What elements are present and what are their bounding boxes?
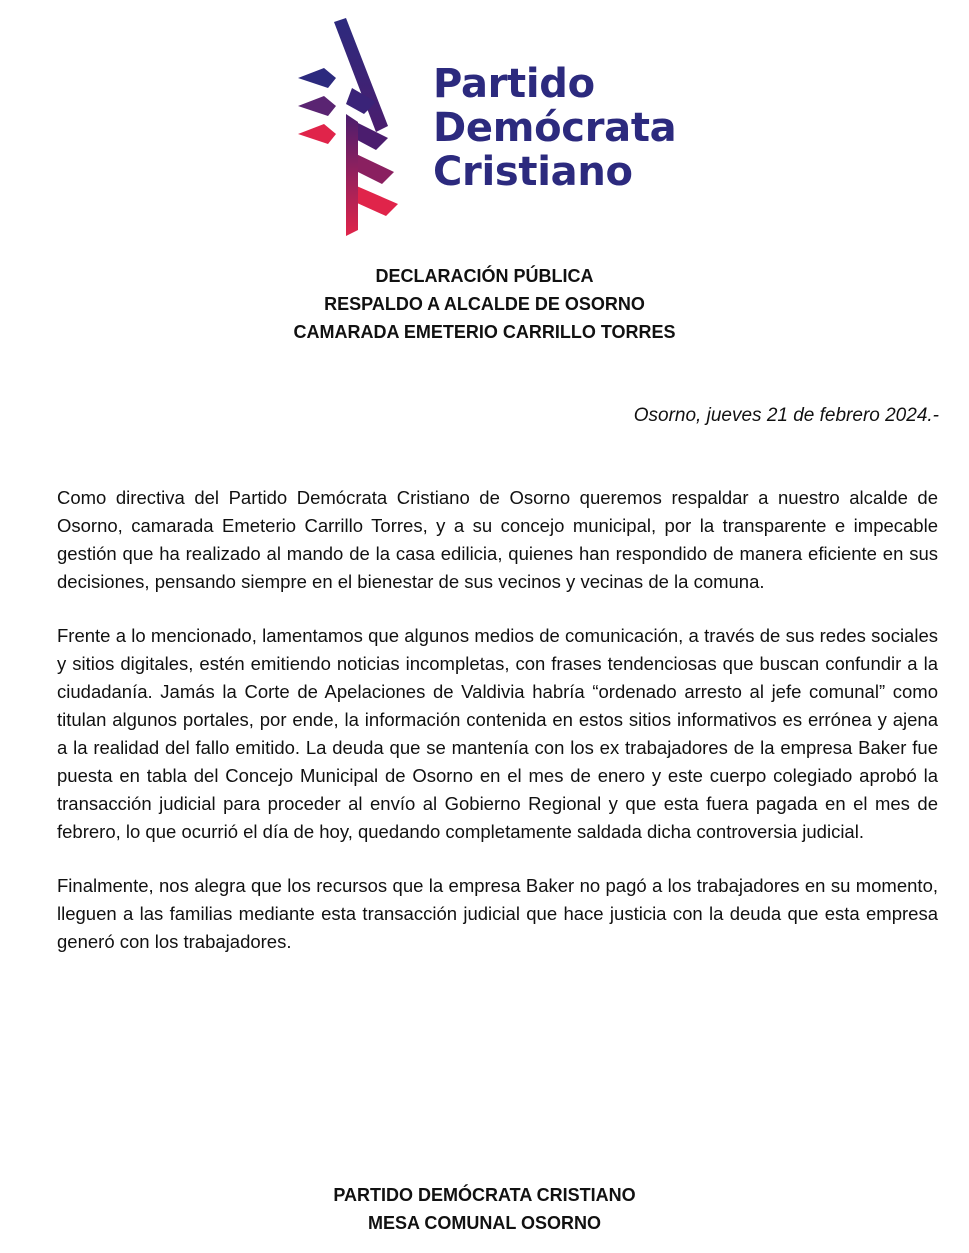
party-logo bbox=[290, 18, 710, 240]
body-paragraph-2: Frente a lo mencionado, lamentamos que algunos medios de comunicación, a través de sus redes sociales y sitios digitales, estén emitiendo noticias incompletas, con frases tendenciosas que buscan confundir a la ciudadanía. Jamás la Corte de Apelaciones de Valdivia habría “ordenado arresto al jefe comunal” como titulan algunos portales, por ende, la información contenida en estos sitios informativos es errónea y ajena a la realidad del fallo emitido. La deuda que se mantenía con los ex trabajadores de la empresa Baker fue puesta en tabla del Concejo Municipal de Osorno en el mes de enero y este cuerpo colegiado aprobó la transacción judicial para proceder al envío al Gobierno Regional y que esta fuera pagada en el mes de febrero, lo que ocurrió el día de hoy, quedando completamente saldada dicha controversia judicial. bbox=[57, 625, 938, 842]
document-heading bbox=[0, 262, 969, 346]
party-logo-wordmark bbox=[433, 62, 676, 194]
document-signature bbox=[0, 1181, 969, 1237]
body-paragraph-3: Finalmente, nos alegra que los recursos que la empresa Baker no pagó a los trabajadores en su momento, lleguen a las familias mediante esta transacción judicial que hace justicia con la deuda que esta empresa generó con los trabajadores. bbox=[57, 875, 938, 952]
signature-line-2: MESA COMUNAL OSORNO bbox=[367, 1213, 601, 1233]
heading-line-2: RESPALDO A ALCALDE DE OSORNO bbox=[324, 294, 645, 314]
signature-line-1: PARTIDO DEMÓCRATA CRISTIANO bbox=[333, 1185, 636, 1205]
document-date: Osorno, jueves 21 de febrero 2024.- bbox=[633, 405, 939, 426]
document-body bbox=[57, 484, 938, 982]
logo-line-2: Demócrata bbox=[433, 105, 677, 151]
logo-line-1: Partido bbox=[433, 61, 595, 107]
heading-line-1: DECLARACIÓN PÚBLICA bbox=[375, 266, 594, 286]
logo-line-3: Cristiano bbox=[433, 149, 633, 195]
party-logo-mark bbox=[290, 18, 410, 240]
heading-line-3: CAMARADA EMETERIO CARRILLO TORRES bbox=[293, 322, 676, 342]
body-paragraph-1: Como directiva del Partido Demócrata Cristiano de Osorno queremos respaldar a nuestro alcalde de Osorno, camarada Emeterio Carrillo Torres, y a su concejo municipal, por la transparente e impecable gestión que ha realizado al mando de la casa edilicia, quienes han respondido de manera eficiente en sus decisiones, pensando siempre en el bienestar de sus vecinos y vecinas de la comuna. bbox=[57, 487, 938, 592]
